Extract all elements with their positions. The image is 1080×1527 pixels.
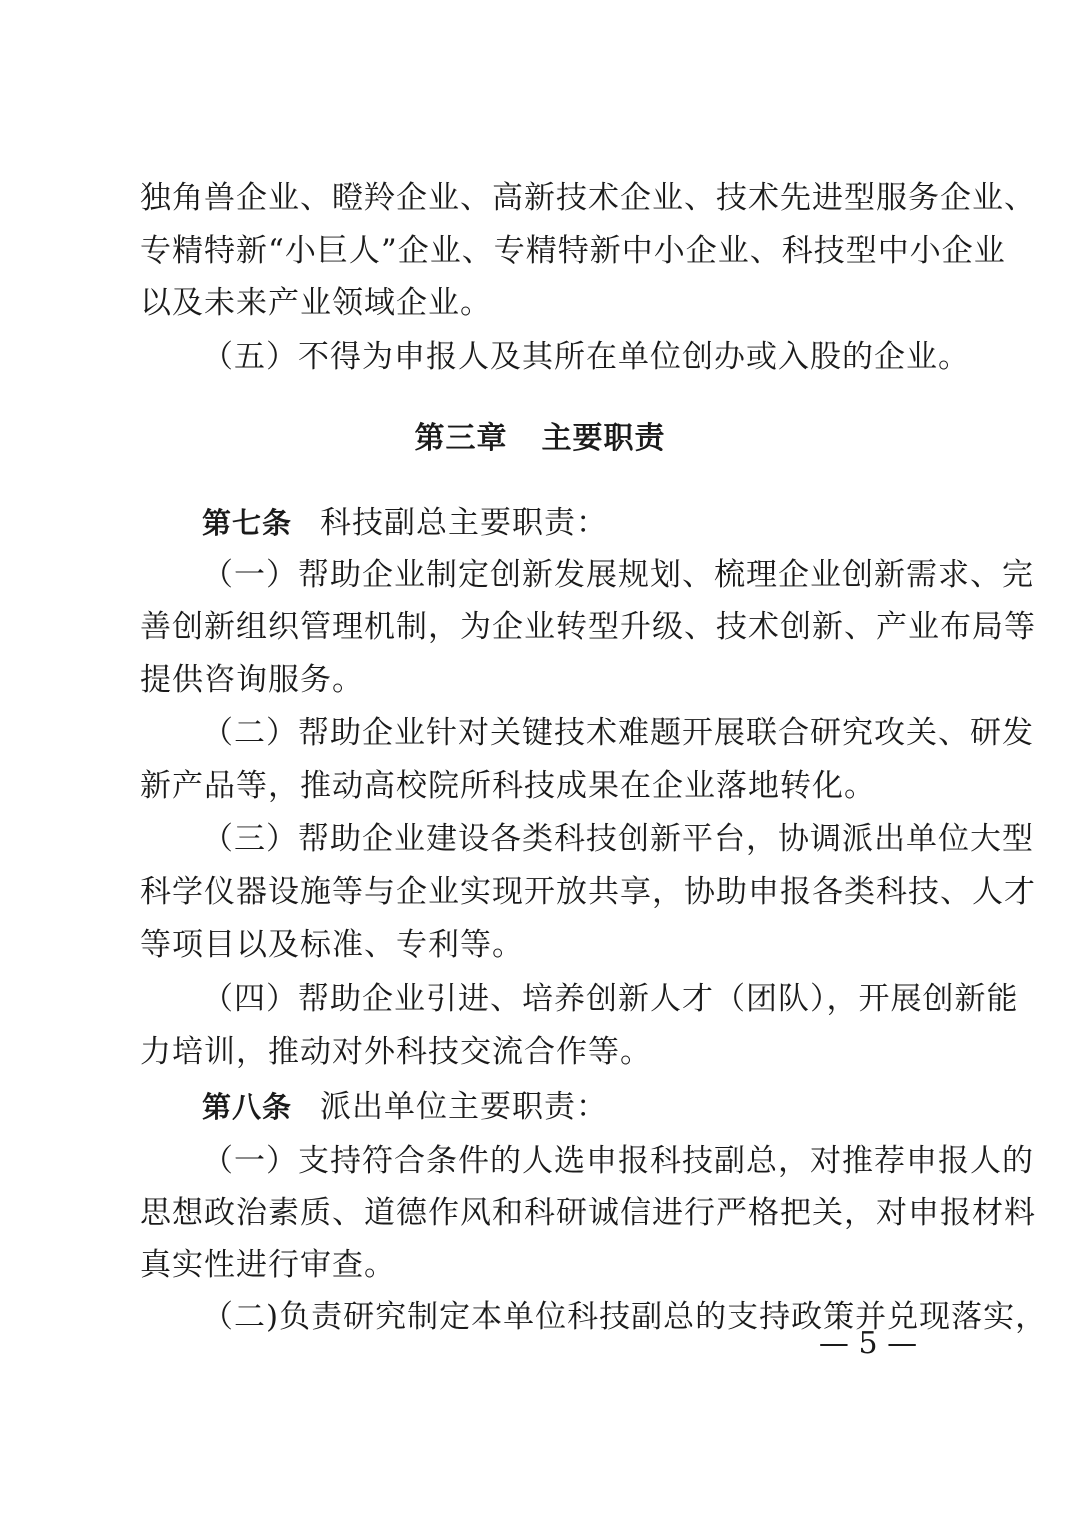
- article-8-item-1-line-1: （一）支持符合条件的人选申报科技副总，对推荐申报人的: [202, 1143, 1034, 1179]
- page-number: — 5 —: [818, 1326, 918, 1361]
- article-7-intro: 科技副总主要职责：: [320, 505, 609, 541]
- paragraph-line: 专精特新“小巨人”企业、专精特新中小企业、科技型中小企业: [140, 233, 1006, 269]
- article-7-item-3-line-3: 等项目以及标准、专利等。: [140, 927, 524, 963]
- article-7-item-1-line-1: （一）帮助企业制定创新发展规划、梳理企业创新需求、完: [202, 557, 1034, 593]
- article-7-item-3-line-1: （三）帮助企业建设各类科技创新平台，协调派出单位大型: [202, 821, 1034, 857]
- paragraph-line: 以及未来产业领域企业。: [140, 285, 492, 321]
- article-8-label: 第八条: [202, 1090, 293, 1124]
- paragraph-line: （五）不得为申报人及其所在单位创办或入股的企业。: [202, 339, 970, 375]
- chapter-heading: [0, 419, 1080, 459]
- article-7-item-3-line-2: 科学仪器设施等与企业实现开放共享，协助申报各类科技、人才: [140, 874, 1036, 910]
- article-7-item-1-line-3: 提供咨询服务。: [140, 662, 364, 698]
- article-8-item-2-line-1: （二)负责研究制定本单位科技副总的支持政策并兑现落实，: [202, 1299, 1048, 1335]
- paragraph-line: 独角兽企业、瞪羚企业、高新技术企业、技术先进型服务企业、: [140, 180, 1036, 216]
- article-7-label: 第七条: [202, 506, 293, 540]
- article-7-heading-line: [202, 503, 940, 543]
- article-7-item-2-line-1: （二）帮助企业针对关键技术难题开展联合研究攻关、研发: [202, 715, 1034, 751]
- chapter-title: 主要职责: [541, 421, 666, 456]
- article-8-item-1-line-3: 真实性进行审查。: [140, 1247, 396, 1283]
- article-7-item-1-line-2: 善创新组织管理机制，为企业转型升级、技术创新、产业布局等: [140, 609, 1036, 645]
- chapter-number: 第三章: [414, 421, 508, 456]
- article-7-item-2-line-2: 新产品等，推动高校院所科技成果在企业落地转化。: [140, 768, 876, 804]
- article-8-intro: 派出单位主要职责：: [320, 1089, 609, 1125]
- article-8-heading-line: [202, 1087, 940, 1127]
- article-8-item-1-line-2: 思想政治素质、道德作风和科研诚信进行严格把关，对申报材料: [140, 1195, 1036, 1231]
- article-7-item-4-line-1: （四）帮助企业引进、培养创新人才（团队），开展创新能: [202, 981, 1019, 1017]
- article-7-item-4-line-2: 力培训，推动对外科技交流合作等。: [140, 1034, 652, 1070]
